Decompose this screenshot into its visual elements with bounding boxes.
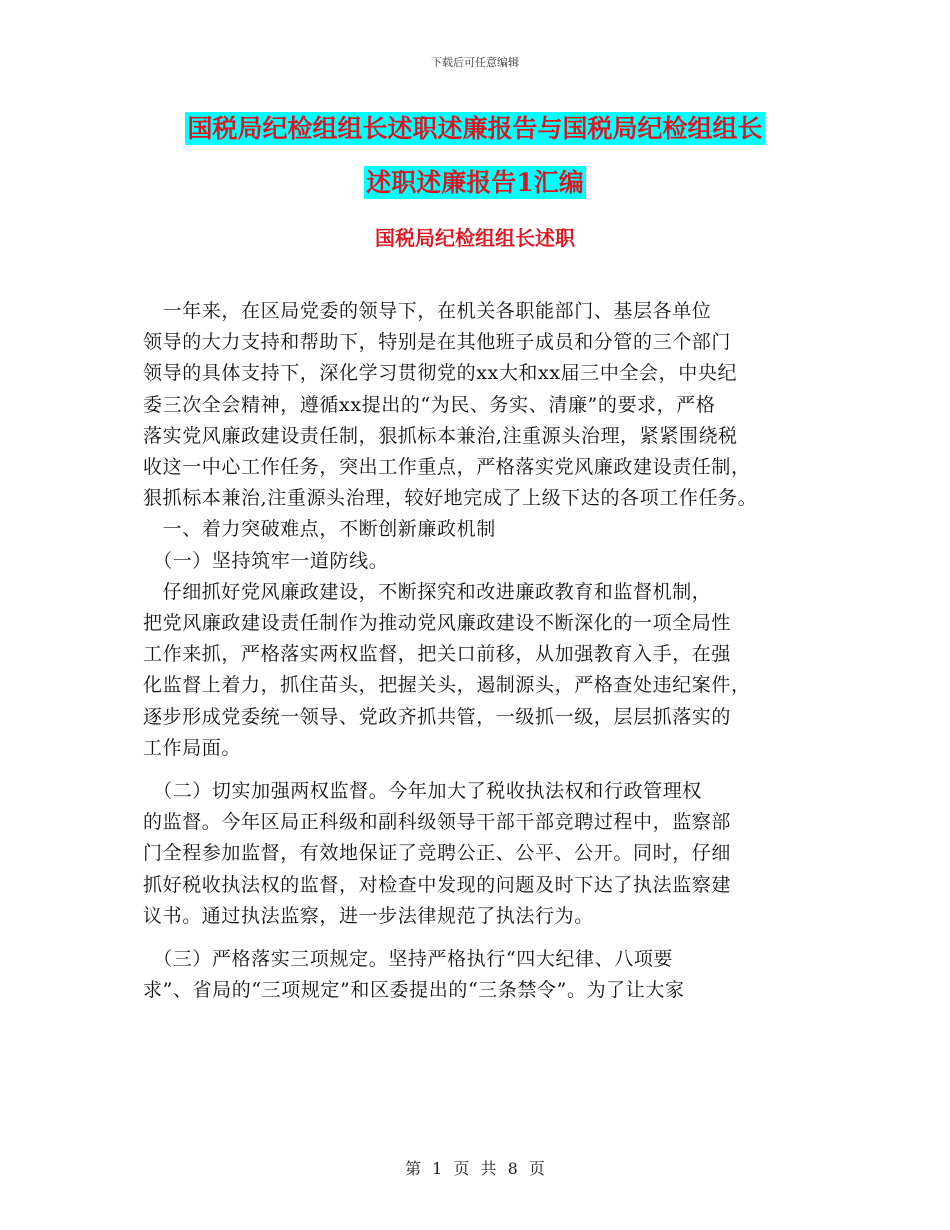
document-title (0, 108, 950, 216)
body-line: 工作局面。 (143, 736, 242, 759)
body-line: 领导的具体支持下，深化学习贯彻党的xx大和xx届三中全会，中央纪 (143, 362, 738, 385)
body-text (143, 296, 823, 1006)
body-line: 收这一中心工作任务，突出工作重点，严格落实党风廉政建设责任制， (143, 456, 751, 479)
title-line-1: 国税局纪检组组长述职述廉报告与国税局纪检组组长 (187, 114, 763, 143)
section-title: 国税局纪检组组长述职 (375, 226, 575, 250)
header-note: 下载后可任意编辑 (431, 56, 519, 69)
body-line: 落实党风廉政建设责任制，狠抓标本兼治,注重源头治理，紧紧围绕税 (143, 424, 738, 447)
body-line: 逐步形成党委统一领导、党政齐抓共管，一级抓一级，层层抓落实的 (143, 705, 732, 728)
body-line: 一年来，在区局党委的领导下，在机关各职能部门、基层各单位 (143, 300, 712, 322)
body-line: 议书。通过执法监察，进一步法律规范了执法行为。 (143, 904, 594, 927)
body-line: （二）切实加强两权监督。今年加大了税收执法权和行政管理权 (143, 780, 702, 803)
subheading-line: （一）坚持筑牢一道防线。 (143, 549, 389, 572)
heading-line: 一、着力突破难点，不断创新廉政机制 (143, 518, 496, 541)
page-number: 第 1 页 共 8 页 (405, 1159, 545, 1178)
body-line: 委三次全会精神，遵循xx提出的“为民、务实、清廉”的要求，严格 (143, 393, 716, 416)
body-line: 门全程参加监督，有效地保证了竞聘公正、公平、公开。同时，仔细 (143, 842, 732, 865)
body-line: （三）严格落实三项规定。坚持严格执行“四大纪律、八项要 (143, 948, 674, 971)
title-line-2: 述职述廉报告1汇编 (366, 168, 584, 197)
body-line: 工作来抓，严格落实两权监督，把关口前移，从加强教育入手，在强 (143, 643, 732, 666)
body-line: 把党风廉政建设责任制作为推动党风廉政建设不断深化的一项全局性 (143, 612, 732, 635)
body-line: 的监督。今年区局正科级和副科级领导干部干部竞聘过程中，监察部 (143, 811, 732, 834)
body-line: 化监督上着力，抓住苗头，把握关头，遏制源头，严格查处违纪案件， (143, 674, 751, 697)
body-line: 仔细抓好党风廉政建设，不断探究和改进廉政教育和监督机制， (143, 580, 712, 603)
body-line: 求”、省局的“三项规定”和区委提出的“三条禁令”。为了让大家 (143, 979, 685, 1002)
body-line: 抓好税收执法权的监督，对检查中发现的问题及时下达了执法监察建 (143, 873, 732, 896)
body-line: 狠抓标本兼治,注重源头治理，较好地完成了上级下达的各项工作任务。 (143, 487, 758, 510)
body-line: 领导的大力支持和帮助下，特别是在其他班子成员和分管的三个部门 (143, 331, 732, 354)
